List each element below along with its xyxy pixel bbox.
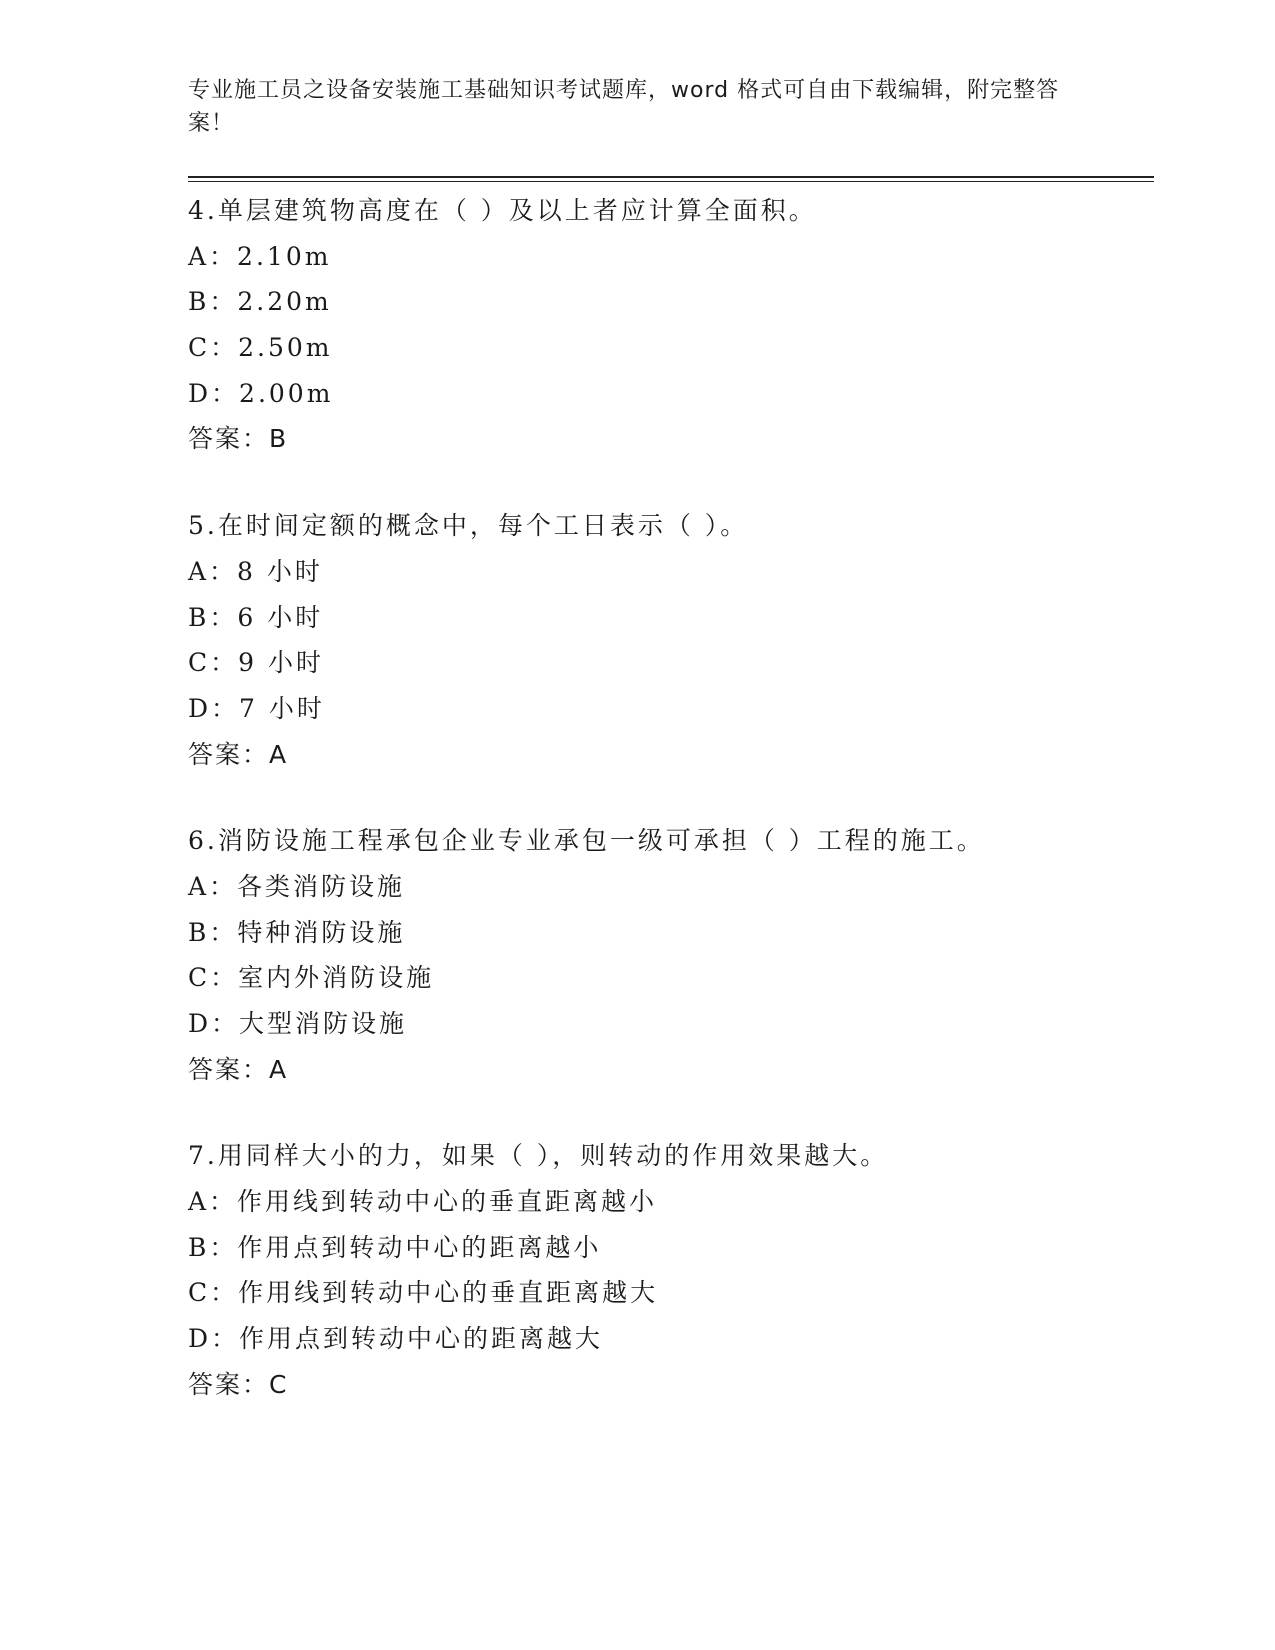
option-a: A：作用线到转动中心的垂直距离越小: [188, 1187, 658, 1217]
option-c: C：室内外消防设施: [188, 963, 435, 993]
option-d: D：2.00m: [188, 378, 334, 408]
option-c: C：2.50m: [188, 333, 333, 363]
answer: 答案：A: [188, 1054, 289, 1084]
question-6: [188, 818, 1128, 1092]
option-a: A：8 小时: [188, 556, 323, 586]
option-d: D：大型消防设施: [188, 1009, 408, 1038]
option-b: B：2.20m: [188, 287, 332, 317]
option-d: D：7 小时: [188, 693, 325, 723]
question-stem: 5.在时间定额的概念中，每个工日表示（ ）。: [188, 511, 749, 541]
question-stem: 4.单层建筑物高度在（ ）及以上者应计算全面积。: [188, 196, 817, 225]
answer: 答案：A: [188, 739, 289, 769]
option-d: D：作用点到转动中心的距离越大: [188, 1324, 604, 1354]
option-c: C：9 小时: [188, 648, 324, 678]
header-divider-thick: [188, 176, 1154, 178]
option-b: B：特种消防设施: [188, 917, 406, 947]
answer: 答案：B: [188, 424, 289, 454]
option-a: A：各类消防设施: [188, 871, 406, 901]
question-stem: 7.用同样大小的力，如果（ ），则转动的作用效果越大。: [188, 1141, 889, 1171]
option-b: B：6 小时: [188, 602, 324, 632]
question-list: [188, 188, 1128, 1408]
option-b: B：作用点到转动中心的距离越小: [188, 1232, 602, 1262]
question-7: [188, 1133, 1128, 1407]
document-header: 专业施工员之设备安装施工基础知识考试题库，word 格式可自由下载编辑，附完整答案！: [188, 78, 1060, 136]
option-c: C：作用线到转动中心的垂直距离越大: [188, 1278, 659, 1308]
question-4: [188, 188, 1128, 462]
question-5: [188, 503, 1128, 777]
option-a: A：2.10m: [188, 241, 332, 271]
question-stem: 6.消防设施工程承包企业专业承包一级可承担（ ）工程的施工。: [188, 826, 985, 856]
answer: 答案：C: [188, 1369, 289, 1399]
header-divider-thin: [188, 181, 1154, 182]
